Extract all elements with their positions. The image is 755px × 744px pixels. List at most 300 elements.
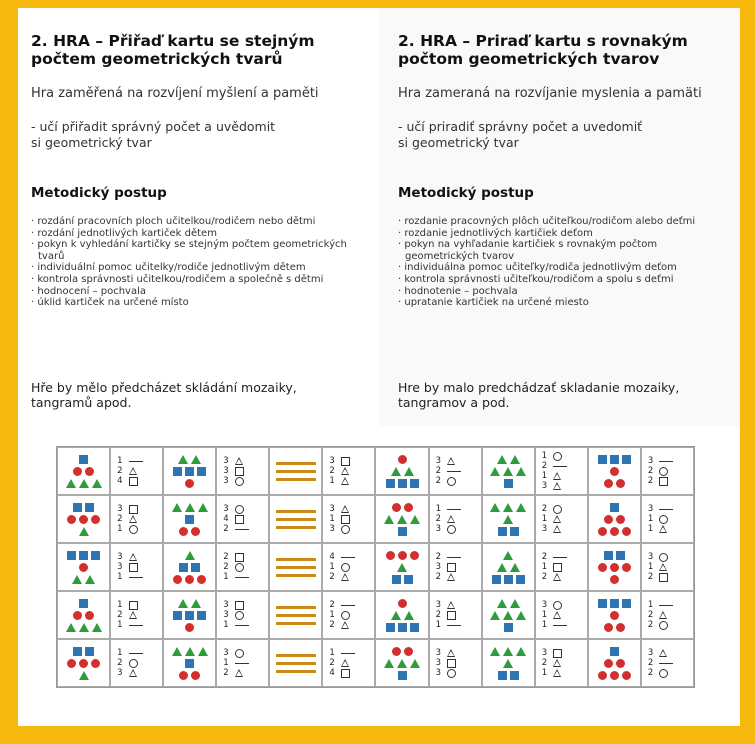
blue-square-shape (85, 503, 94, 512)
outline-shape-icon (129, 601, 138, 610)
blue-square-shape (73, 503, 82, 512)
list-item: · pokyn na vyhľadanie kartičiek s rovnakým počtom geometrických tvarov (398, 239, 728, 262)
outline-shape-icon (129, 477, 138, 486)
outline-shape-icon (341, 477, 349, 485)
outline-shape-icon (129, 659, 138, 668)
outline-shape-icon (129, 577, 143, 578)
count-number: 1 (541, 620, 548, 630)
count-number: 2 (117, 610, 123, 620)
blue-square-shape (498, 527, 507, 536)
red-circle-shape (79, 659, 88, 668)
outline-shape-icon (447, 601, 455, 609)
green-triangle-shape (384, 659, 394, 668)
slovak-steps-list (398, 216, 728, 309)
red-circle-shape (179, 671, 188, 680)
count-number: 3 (435, 658, 441, 668)
outline-shape-icon (447, 471, 461, 472)
card-counts (429, 495, 482, 543)
count-number: 2 (541, 658, 548, 668)
outline-shape-icon (341, 467, 349, 475)
card-shapes (57, 447, 110, 495)
green-triangle-shape (503, 515, 513, 524)
green-triangle-shape (490, 647, 500, 656)
card-counts (322, 447, 375, 495)
list-item: · hodnocení – pochvala (31, 286, 361, 298)
red-circle-shape (604, 479, 613, 488)
card-shapes (588, 495, 641, 543)
card-counts (322, 591, 375, 639)
bottom-accent-bar (0, 726, 755, 744)
card-counts (535, 543, 588, 591)
count-number: 3 (435, 648, 441, 658)
red-circle-shape (610, 527, 619, 536)
red-circle-shape (616, 623, 625, 632)
count-number: 3 (223, 456, 229, 466)
outline-shape-icon (659, 663, 673, 664)
count-number: 1 (117, 572, 123, 582)
red-circle-shape (185, 575, 194, 584)
green-triangle-shape (66, 623, 76, 632)
slovak-subtitle: Hra zameraná na rozvíjanie myslenia a pamäti (398, 86, 702, 101)
blue-square-shape (398, 479, 407, 488)
count-number: 1 (435, 620, 441, 630)
stick-shape (276, 574, 316, 577)
blue-square-shape (398, 623, 407, 632)
green-triangle-shape (397, 515, 407, 524)
card-counts (429, 543, 482, 591)
outline-shape-icon (447, 477, 456, 486)
blue-square-shape (504, 623, 513, 632)
blue-square-shape (386, 623, 395, 632)
red-circle-shape (616, 659, 625, 668)
stick-shape (276, 566, 316, 569)
green-triangle-shape (397, 659, 407, 668)
outline-shape-icon (447, 573, 455, 581)
blue-square-shape (610, 599, 619, 608)
card-shapes (375, 591, 428, 639)
outline-shape-icon (447, 457, 455, 465)
red-circle-shape (191, 527, 200, 536)
green-triangle-shape (85, 575, 95, 584)
card-shapes (269, 447, 322, 495)
outline-shape-icon (659, 477, 668, 486)
card-shapes (57, 495, 110, 543)
outline-shape-icon (341, 573, 349, 581)
blue-square-shape (598, 455, 607, 464)
card-grid (56, 446, 695, 688)
red-circle-shape (610, 575, 619, 584)
blue-square-shape (610, 503, 619, 512)
card-counts (216, 495, 269, 543)
outline-shape-icon (447, 649, 455, 657)
green-triangle-shape (516, 611, 526, 620)
stick-shape (276, 670, 316, 673)
outline-shape-icon (659, 573, 668, 582)
blue-square-shape (398, 671, 407, 680)
outline-shape-icon (235, 467, 244, 476)
outline-shape-icon (553, 563, 562, 572)
card-shapes (163, 495, 216, 543)
green-triangle-shape (79, 527, 89, 536)
outline-shape-icon (129, 505, 138, 514)
outline-shape-icon (447, 563, 456, 572)
blue-square-shape (616, 551, 625, 560)
green-triangle-shape (92, 623, 102, 632)
count-number: 3 (541, 524, 548, 534)
outline-shape-icon (553, 557, 567, 558)
card-counts (110, 591, 163, 639)
green-triangle-shape (516, 647, 526, 656)
card-counts (216, 591, 269, 639)
outline-shape-icon (659, 515, 668, 524)
outline-shape-icon (659, 621, 668, 630)
worksheet-page (18, 8, 740, 726)
blue-square-shape (610, 455, 619, 464)
count-number: 4 (117, 476, 123, 486)
outline-shape-icon (129, 525, 138, 534)
stick-shape (276, 662, 316, 665)
outline-shape-icon (341, 653, 355, 654)
count-number: 1 (117, 524, 123, 534)
blue-square-shape (173, 611, 182, 620)
outline-shape-icon (235, 669, 243, 677)
count-number: 3 (223, 504, 229, 514)
outline-shape-icon (341, 605, 355, 606)
outline-shape-icon (447, 611, 456, 620)
outline-shape-icon (235, 553, 244, 562)
card-counts (322, 639, 375, 687)
outline-shape-icon (447, 509, 461, 510)
card-counts (429, 639, 482, 687)
red-circle-shape (392, 503, 401, 512)
count-number: 3 (435, 456, 441, 466)
outline-shape-icon (447, 625, 461, 626)
outline-shape-icon (129, 515, 137, 523)
blue-square-shape (504, 479, 513, 488)
count-number: 2 (647, 572, 654, 582)
count-number: 1 (329, 476, 335, 486)
red-circle-shape (91, 515, 100, 524)
count-number: 1 (647, 524, 654, 534)
outline-shape-icon (659, 553, 668, 562)
card-counts (535, 447, 588, 495)
green-triangle-shape (391, 467, 401, 476)
card-counts (641, 495, 694, 543)
stick-shape (276, 654, 316, 657)
count-number: 3 (647, 504, 654, 514)
count-number: 1 (223, 572, 229, 582)
count-number: 2 (435, 610, 441, 620)
green-triangle-shape (503, 467, 513, 476)
count-number: 1 (223, 658, 229, 668)
stick-shape (276, 558, 316, 561)
list-item: · rozdání pracovních ploch učitelkou/rodičem nebo dětmi (31, 216, 361, 228)
blue-square-shape (492, 575, 501, 584)
card-shapes (375, 447, 428, 495)
green-triangle-shape (497, 455, 507, 464)
green-triangle-shape (503, 647, 513, 656)
count-number: 1 (117, 600, 123, 610)
count-number: 2 (329, 620, 335, 630)
count-number: 3 (435, 668, 441, 678)
card-counts (641, 447, 694, 495)
count-number: 3 (223, 476, 229, 486)
count-number: 2 (541, 552, 548, 562)
count-number: 1 (647, 600, 654, 610)
outline-shape-icon (553, 515, 561, 523)
count-number: 2 (647, 476, 654, 486)
red-circle-shape (616, 515, 625, 524)
red-circle-shape (622, 671, 631, 680)
count-number: 3 (435, 524, 441, 534)
count-number: 1 (541, 668, 548, 678)
slovak-method-heading: Metodický postup (398, 185, 534, 201)
count-number: 3 (117, 552, 123, 562)
count-number: 2 (117, 514, 123, 524)
count-number: 3 (435, 600, 441, 610)
card-counts (216, 543, 269, 591)
card-shapes (57, 543, 110, 591)
slovak-learning-goal: - učí priradiť správny počet a uvedomiť si geometrický tvar (398, 119, 643, 150)
outline-shape-icon (129, 461, 143, 462)
outline-shape-icon (341, 621, 349, 629)
green-triangle-shape (185, 503, 195, 512)
card-counts (110, 495, 163, 543)
stick-shape (276, 462, 316, 465)
outline-shape-icon (659, 611, 667, 619)
outline-shape-icon (341, 457, 350, 466)
outline-shape-icon (235, 663, 249, 664)
outline-shape-icon (129, 669, 137, 677)
count-number: 2 (117, 466, 123, 476)
count-number: 1 (329, 562, 335, 572)
count-number: 3 (223, 648, 229, 658)
card-counts (322, 543, 375, 591)
outline-shape-icon (447, 557, 461, 558)
count-number: 2 (435, 514, 441, 524)
card-counts (110, 447, 163, 495)
list-item: · pokyn k vyhledání kartičky se stejným počtem geometrických tvarů (31, 239, 361, 262)
card-shapes (57, 591, 110, 639)
outline-shape-icon (659, 669, 668, 678)
card-shapes (482, 639, 535, 687)
green-triangle-shape (516, 467, 526, 476)
green-triangle-shape (516, 503, 526, 512)
count-number: 3 (223, 466, 229, 476)
blue-square-shape (398, 527, 407, 536)
count-number: 1 (541, 451, 548, 461)
red-circle-shape (185, 623, 194, 632)
count-number: 3 (117, 562, 123, 572)
card-counts (535, 495, 588, 543)
red-circle-shape (85, 611, 94, 620)
outline-shape-icon (341, 611, 350, 620)
outline-shape-icon (341, 669, 350, 678)
green-triangle-shape (178, 599, 188, 608)
count-number: 1 (117, 456, 123, 466)
count-number: 2 (541, 461, 548, 471)
count-number: 1 (117, 648, 123, 658)
stick-shape (276, 606, 316, 609)
outline-shape-icon (341, 659, 349, 667)
outline-shape-icon (235, 515, 244, 524)
card-shapes (375, 543, 428, 591)
outline-shape-icon (235, 611, 244, 620)
count-number: 2 (117, 658, 123, 668)
count-number: 3 (329, 524, 335, 534)
blue-square-shape (197, 611, 206, 620)
outline-shape-icon (553, 669, 561, 677)
card-shapes (163, 639, 216, 687)
outline-shape-icon (447, 515, 455, 523)
outline-shape-icon (553, 452, 562, 461)
card-shapes (269, 639, 322, 687)
count-number: 3 (117, 668, 123, 678)
red-circle-shape (91, 659, 100, 668)
blue-square-shape (79, 551, 88, 560)
outline-shape-icon (129, 553, 137, 561)
green-triangle-shape (185, 647, 195, 656)
count-number: 1 (541, 562, 548, 572)
card-counts (110, 639, 163, 687)
list-item: · kontrola správnosti učitelkou/rodičem a společně s dětmi (31, 274, 361, 286)
outline-shape-icon (235, 601, 244, 610)
list-item: · upratanie kartičiek na určené miesto (398, 297, 728, 309)
outline-shape-icon (553, 601, 562, 610)
outline-shape-icon (235, 505, 244, 514)
outline-shape-icon (553, 573, 561, 581)
green-triangle-shape (66, 479, 76, 488)
card-shapes (588, 543, 641, 591)
green-triangle-shape (172, 503, 182, 512)
blue-square-shape (404, 575, 413, 584)
count-number: 2 (647, 668, 654, 678)
green-triangle-shape (503, 659, 513, 668)
card-counts (216, 639, 269, 687)
count-number: 3 (223, 610, 229, 620)
outline-shape-icon (341, 525, 350, 534)
count-number: 3 (647, 456, 654, 466)
blue-square-shape (516, 575, 525, 584)
red-circle-shape (73, 467, 82, 476)
card-shapes (163, 543, 216, 591)
count-number: 3 (223, 600, 229, 610)
blue-square-shape (510, 527, 519, 536)
red-circle-shape (398, 455, 407, 464)
outline-shape-icon (553, 505, 562, 514)
card-shapes (482, 543, 535, 591)
outline-shape-icon (341, 557, 355, 558)
red-circle-shape (616, 479, 625, 488)
outline-shape-icon (659, 461, 673, 462)
green-triangle-shape (510, 455, 520, 464)
stick-shape (276, 470, 316, 473)
count-number: 2 (329, 658, 335, 668)
green-triangle-shape (185, 551, 195, 560)
red-circle-shape (79, 563, 88, 572)
count-number: 1 (647, 562, 654, 572)
green-triangle-shape (79, 623, 89, 632)
list-item: · individuálna pomoc učiteľky/rodiča jednotlivým deťom (398, 262, 728, 274)
red-circle-shape (67, 659, 76, 668)
card-shapes (269, 495, 322, 543)
czech-learning-goal: - učí přiřadit správný počet a uvědomit si geometrický tvar (31, 119, 276, 150)
red-circle-shape (598, 671, 607, 680)
count-number: 3 (117, 504, 123, 514)
red-circle-shape (604, 623, 613, 632)
red-circle-shape (622, 563, 631, 572)
count-number: 1 (117, 620, 123, 630)
card-counts (429, 447, 482, 495)
blue-square-shape (185, 659, 194, 668)
outline-shape-icon (447, 669, 456, 678)
green-triangle-shape (391, 611, 401, 620)
green-triangle-shape (191, 455, 201, 464)
outline-shape-icon (129, 467, 137, 475)
list-item: · rozdání jednotlivých kartiček dětem (31, 228, 361, 240)
count-number: 2 (647, 610, 654, 620)
outline-shape-icon (235, 577, 249, 578)
red-circle-shape (410, 551, 419, 560)
blue-square-shape (498, 671, 507, 680)
list-item: · rozdanie pracovných plôch učiteľkou/rodičom alebo deťmi (398, 216, 728, 228)
blue-square-shape (91, 551, 100, 560)
outline-shape-icon (553, 525, 561, 533)
green-triangle-shape (503, 551, 513, 560)
green-triangle-shape (79, 479, 89, 488)
green-triangle-shape (72, 575, 82, 584)
green-triangle-shape (497, 599, 507, 608)
outline-shape-icon (235, 563, 244, 572)
blue-square-shape (410, 479, 419, 488)
blue-square-shape (410, 623, 419, 632)
card-shapes (57, 639, 110, 687)
count-number: 3 (435, 562, 441, 572)
red-circle-shape (604, 659, 613, 668)
count-number: 2 (223, 552, 229, 562)
card-shapes (163, 591, 216, 639)
card-shapes (269, 591, 322, 639)
count-number: 1 (647, 514, 654, 524)
red-circle-shape (85, 467, 94, 476)
outline-shape-icon (553, 611, 561, 619)
green-triangle-shape (410, 659, 420, 668)
card-shapes (375, 639, 428, 687)
card-shapes (482, 591, 535, 639)
green-triangle-shape (404, 467, 414, 476)
blue-square-shape (622, 599, 631, 608)
green-triangle-shape (198, 503, 208, 512)
green-triangle-shape (510, 563, 520, 572)
outline-shape-icon (659, 605, 673, 606)
stick-shape (276, 478, 316, 481)
count-number: 2 (223, 562, 229, 572)
card-counts (641, 591, 694, 639)
outline-shape-icon (447, 525, 456, 534)
count-number: 2 (435, 572, 441, 582)
count-number: 3 (541, 600, 548, 610)
red-circle-shape (398, 599, 407, 608)
count-number: 3 (647, 648, 654, 658)
count-number: 3 (329, 456, 335, 466)
count-number: 2 (541, 572, 548, 582)
czech-closing-note: Hře by mělo předcházet skládání mozaiky, tangramů apod. (31, 380, 297, 410)
green-triangle-shape (410, 515, 420, 524)
red-circle-shape (598, 563, 607, 572)
list-item: · individuální pomoc učitelky/rodiče jednotlivým dětem (31, 262, 361, 274)
blue-square-shape (185, 467, 194, 476)
card-counts (535, 591, 588, 639)
